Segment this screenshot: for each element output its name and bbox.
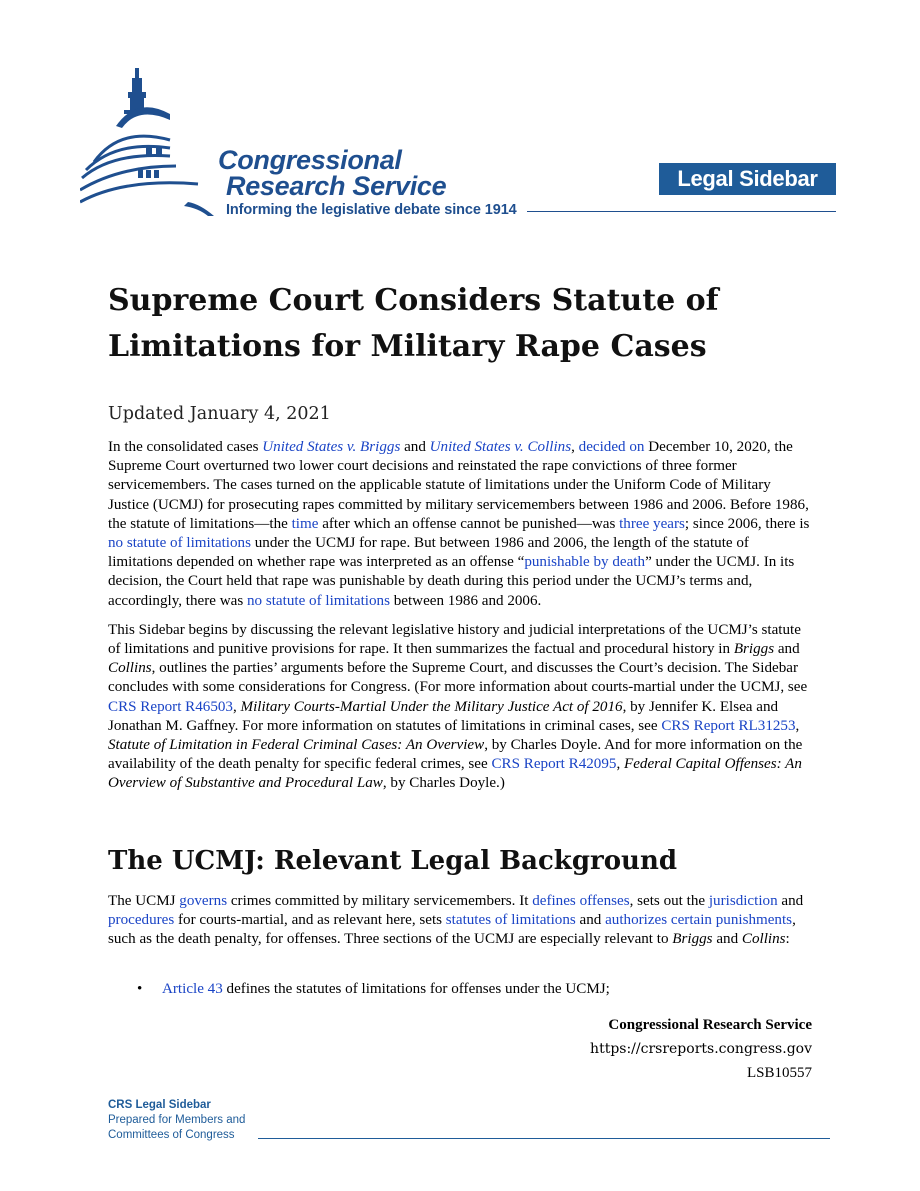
footer-sidebar-note — [108, 1098, 245, 1143]
text: , — [571, 439, 579, 455]
text: under the UCMJ for rape. But between 1986 and 2006, the length of the statute of limitations depended on whether rape was interpreted as an offense “ — [108, 535, 749, 571]
text: , by Jennifer K. Elsea and Jonathan M. Gaffney. For more information on statutes of limitations in criminal cases, see — [108, 698, 779, 734]
footer-code: LSB10557 — [746, 1065, 812, 1081]
text: crimes committed by military servicemembers. It — [227, 893, 533, 909]
logo-name-line2: Research Service — [226, 171, 447, 201]
link-briggs-case[interactable] — [262, 439, 400, 455]
text: and — [774, 641, 800, 658]
paragraph-3 — [108, 892, 813, 950]
link-punishable-by-death[interactable]: punishable by death — [524, 554, 646, 571]
link-statutes-of-limitations[interactable]: statutes of limitations — [445, 912, 576, 929]
link-jurisdiction[interactable]: jurisdiction — [708, 893, 778, 909]
body-section — [108, 892, 813, 960]
link-article-43[interactable]: Article 43 — [162, 981, 223, 997]
text: and — [400, 439, 430, 455]
text: : — [785, 931, 790, 948]
link-text[interactable]: United States v. Briggs — [262, 439, 401, 455]
legal-sidebar-badge: Legal Sidebar — [659, 163, 836, 195]
link-authorizes-certain-punishments[interactable]: authorizes certain punishments — [605, 912, 793, 929]
link-collins-case[interactable] — [430, 439, 571, 455]
footer-url: https://crsreports.congress.gov — [590, 1041, 812, 1057]
italic-text: Collins — [108, 660, 152, 677]
text: , — [795, 717, 800, 734]
paragraph-2 — [108, 621, 813, 794]
text: , outlines the parties’ arguments before the Supreme Court, and discusses the Court’s decision. The Sidebar concludes with some considerations for Congress. (For more information about courts-martial under the UCMJ, see — [108, 660, 808, 696]
link-crs-report-r42095[interactable]: CRS Report R42095 — [491, 756, 617, 773]
crs-logo — [80, 66, 540, 226]
italic-text: Collins — [741, 931, 786, 948]
link-time[interactable]: time — [291, 515, 319, 532]
footer-side-line2: Prepared for Members and — [108, 1114, 246, 1126]
logo-tagline: Informing the legislative debate since 1914 — [226, 202, 517, 218]
link-crs-report-rl31253[interactable]: CRS Report RL31253 — [661, 717, 796, 734]
text: and — [575, 912, 606, 929]
text: , sets out the — [629, 893, 709, 909]
text: and — [777, 893, 804, 909]
text: defines the statutes of limitations for offenses under the UCMJ; — [222, 981, 610, 997]
text: for courts-martial, and as relevant here, sets — [174, 912, 446, 929]
footer-side-title: CRS Legal Sidebar — [108, 1099, 211, 1111]
text: ; since 2006, there is — [684, 515, 810, 532]
text: , — [616, 756, 624, 773]
link-crs-report-r46503[interactable]: CRS Report R46503 — [108, 698, 233, 715]
text: and — [712, 931, 742, 948]
section-heading: The UCMJ: Relevant Legal Background — [108, 846, 678, 876]
link-no-statute-of-limitations-2[interactable]: no statute of limitations — [247, 592, 390, 609]
italic-text: Military Courts-Martial Under the Military Justice Act of 2016 — [240, 698, 623, 715]
link-text[interactable]: United States v. Collins — [429, 439, 572, 455]
text: In the consolidated cases — [108, 439, 263, 455]
italic-text: Federal Capital Offenses: An Overview of Substantive and Procedural Law — [108, 756, 802, 792]
link-no-statute-of-limitations[interactable]: no statute of limitations — [108, 535, 251, 552]
text: , by Charles Doyle. And for more information on the availability of the death penalty for specific federal crimes, see — [108, 737, 803, 773]
paragraph-1 — [108, 438, 813, 611]
link-decided-on[interactable]: decided on — [578, 439, 645, 455]
italic-text: Briggs — [733, 641, 775, 658]
footer-side-line3: Committees of Congress — [108, 1129, 235, 1141]
link-defines-offenses[interactable]: defines offenses — [532, 893, 630, 909]
capitol-dome-icon — [80, 66, 230, 216]
text: The UCMJ — [108, 893, 180, 909]
link-three-years[interactable]: three years — [619, 515, 685, 532]
text: , by Charles Doyle.) — [382, 775, 505, 792]
text: , such as the death penalty, for offenses. Three sections of the UCMJ are especially relevant to — [108, 912, 796, 948]
page-title — [108, 278, 808, 370]
text: This Sidebar begins by discussing the relevant legislative history and judicial interpretations of the UCMJ’s statute of limitations and punitive provisions for rape. It then summarizes the factual and procedural history in — [108, 621, 801, 658]
bullet-marker: • — [137, 981, 143, 997]
text: , — [232, 698, 241, 715]
logo-name-line1: Congressional — [218, 145, 402, 175]
footer-org: Congressional Research Service — [608, 1017, 812, 1033]
list-item — [137, 980, 817, 999]
italic-text: Statute of Limitation in Federal Criminal Cases: An Overview — [108, 737, 485, 754]
text: between 1986 and 2006. — [389, 592, 542, 609]
link-governs[interactable]: governs — [179, 893, 228, 909]
text: December 10, 2020, the Supreme Court overturned two lower court decisions and reinstated the rape convictions of three former servicemembers. The cases turned on the applicable statute of limitations under the Uniform Code of Military Justice (UCMJ) for prosecuting rapes committed by military servicemembers between 1986 and 2006. Before 1986, the statute of limitations—the — [108, 439, 809, 532]
header-divider — [527, 211, 836, 212]
italic-text: Briggs — [672, 931, 713, 948]
link-procedures[interactable]: procedures — [108, 912, 175, 929]
updated-date: Updated January 4, 2021 — [108, 404, 331, 424]
text: after which an offense cannot be punished—was — [318, 515, 620, 532]
title-line-2: Limitations for Military Rape Cases — [108, 329, 707, 364]
title-line-1: Supreme Court Considers Statute of — [108, 283, 719, 318]
footer-info — [590, 1013, 812, 1085]
footer-divider — [258, 1138, 830, 1139]
body-intro — [108, 438, 813, 804]
text: ” under the UCMJ. In its decision, the Court held that rape was punishable by death during this period under the UCMJ’s terms and, accordingly, there was — [108, 554, 795, 609]
